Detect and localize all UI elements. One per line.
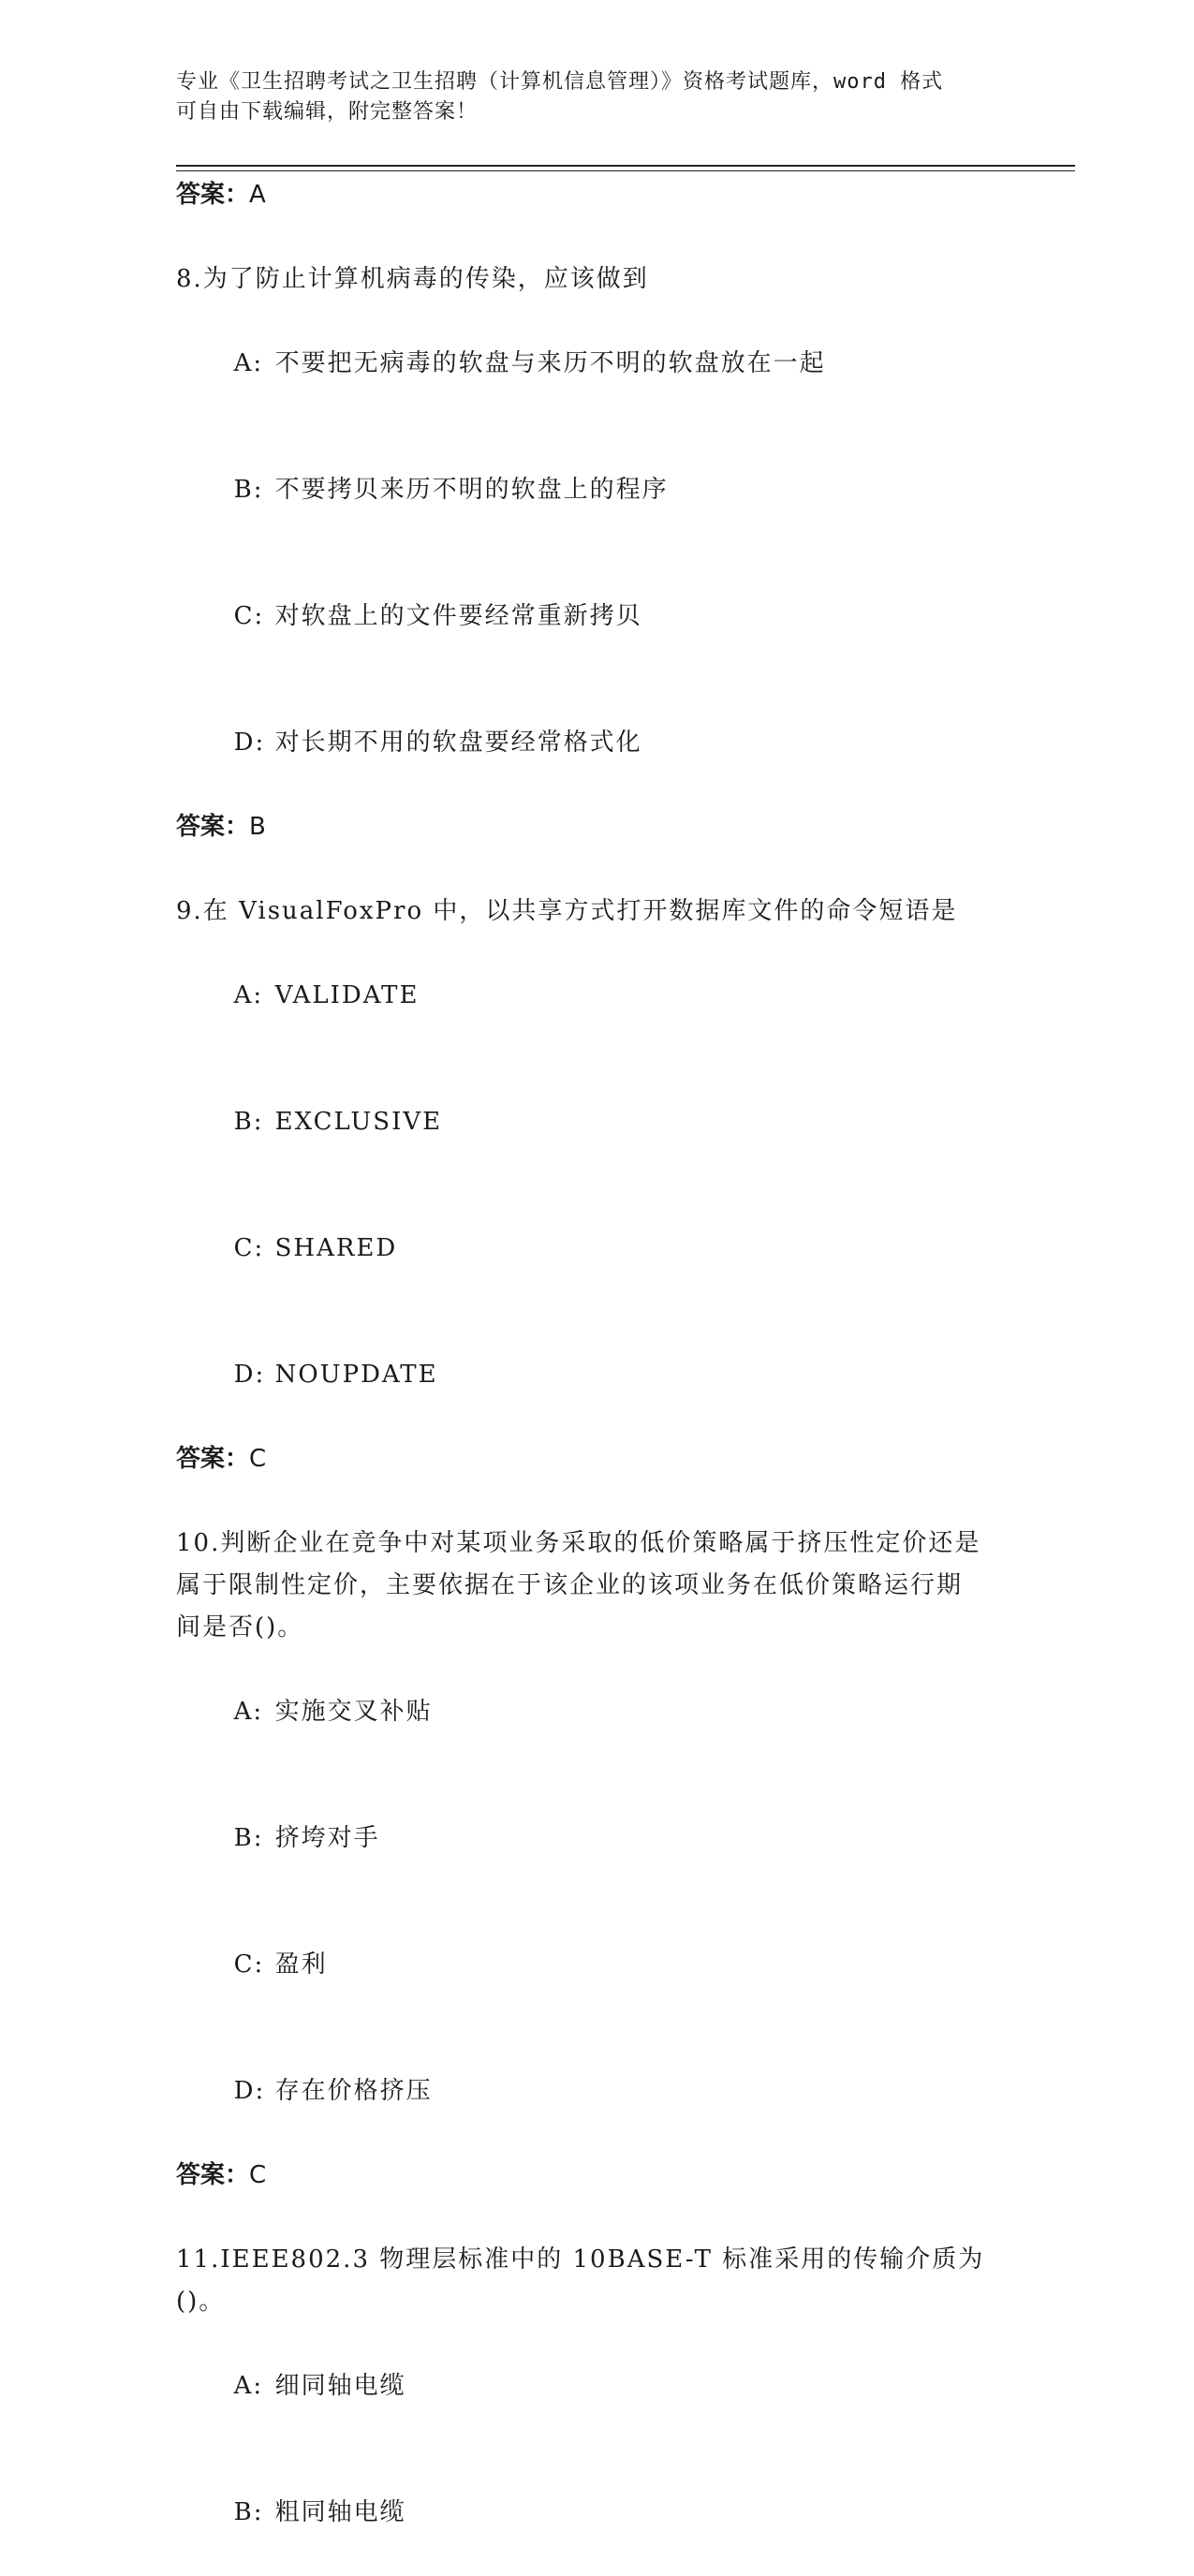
spacer <box>176 1480 1019 1523</box>
option-letter: A: <box>233 1698 264 1726</box>
question-list <box>176 174 1019 2576</box>
answer-label: 答案： <box>176 181 250 209</box>
header-divider-thin <box>176 170 1075 171</box>
option-letter: A: <box>233 2372 264 2400</box>
question-option <box>176 301 1019 427</box>
option-text: 不要把无病毒的软盘与来历不明的软盘放在一起 <box>274 349 826 377</box>
spacer <box>176 2197 1019 2239</box>
question-option <box>176 680 1019 806</box>
answer-label: 答案： <box>176 813 250 841</box>
option-text: VALIDATE <box>274 981 420 1009</box>
question-title-line: 属于限制性定价，主要依据在于该企业的该项业务在低价策略运行期 <box>176 1571 964 1599</box>
answer-value: C <box>249 2161 267 2189</box>
option-letter: A: <box>233 349 264 377</box>
question-option <box>176 2323 1019 2450</box>
answer-value: B <box>249 813 266 841</box>
question-title-line: 10.判断企业在竞争中对某项业务采取的低价策略属于挤压性定价还是 <box>176 1529 981 1557</box>
question-block <box>176 2239 1019 2576</box>
answer-line <box>176 174 1019 216</box>
header-divider-thick <box>176 165 1075 167</box>
question-option <box>176 1902 1019 2028</box>
option-text: EXCLUSIVE <box>274 1108 443 1136</box>
option-text: 存在价格挤压 <box>274 2077 433 2105</box>
option-letter: C: <box>233 1950 265 1979</box>
option-letter: D: <box>233 1361 266 1389</box>
question-option <box>176 1649 1019 1775</box>
option-text: 实施交叉补贴 <box>274 1698 433 1726</box>
question-option <box>176 1059 1019 1185</box>
question-option <box>176 1185 1019 1312</box>
answer-value: C <box>249 1445 267 1473</box>
question-option <box>176 933 1019 1059</box>
question-title-line: 间是否()。 <box>176 1613 304 1641</box>
answer-line <box>176 2155 1019 2197</box>
header-line-1: 专业《卫生招聘考试之卫生招聘（计算机信息管理）》资格考试题库，word 格式 <box>176 70 944 94</box>
question-title: 8.为了防止计算机病毒的传染，应该做到 <box>176 265 649 293</box>
question-title: 11.IEEE802.3 物理层标准中的 10BASE-T 标准采用的传输介质为()。 <box>176 2245 985 2316</box>
option-text: 对软盘上的文件要经常重新拷贝 <box>274 602 642 630</box>
option-text: 挤垮对手 <box>274 1824 380 1852</box>
question-option <box>176 2028 1019 2155</box>
option-text: 细同轴电缆 <box>274 2372 406 2400</box>
option-letter: B: <box>233 1824 264 1852</box>
spacer <box>176 216 1019 258</box>
option-letter: B: <box>233 2498 264 2526</box>
option-letter: D: <box>233 2077 266 2105</box>
answer-label: 答案： <box>176 1445 250 1473</box>
option-text: 盈利 <box>274 1950 328 1979</box>
option-text: 粗同轴电缆 <box>274 2498 406 2526</box>
option-letter: B: <box>233 476 264 504</box>
question-block <box>176 1523 1019 2197</box>
answer-label: 答案： <box>176 2161 250 2189</box>
option-letter: D: <box>233 729 266 757</box>
option-letter: A: <box>233 981 264 1009</box>
question-title: 9.在 VisualFoxPro 中，以共享方式打开数据库文件的命令短语是 <box>176 897 958 925</box>
question-block <box>176 258 1019 848</box>
answer-line <box>176 806 1019 848</box>
header-line-2: 可自由下载编辑，附完整答案！ <box>176 100 479 124</box>
option-text: 对长期不用的软盘要经常格式化 <box>274 729 642 757</box>
question-block <box>176 891 1019 1480</box>
option-letter: C: <box>233 602 265 630</box>
option-letter: B: <box>233 1108 264 1136</box>
option-text: NOUPDATE <box>274 1361 438 1389</box>
question-option <box>176 427 1019 553</box>
option-text: 不要拷贝来历不明的软盘上的程序 <box>274 476 669 504</box>
option-letter: C: <box>233 1234 265 1262</box>
question-option <box>176 2450 1019 2576</box>
answer-line <box>176 1438 1019 1480</box>
document-header <box>176 67 1000 127</box>
question-option <box>176 553 1019 680</box>
option-text: SHARED <box>274 1234 398 1262</box>
answer-value: A <box>249 181 266 209</box>
spacer <box>176 848 1019 891</box>
question-option <box>176 1775 1019 1902</box>
question-option <box>176 1312 1019 1438</box>
